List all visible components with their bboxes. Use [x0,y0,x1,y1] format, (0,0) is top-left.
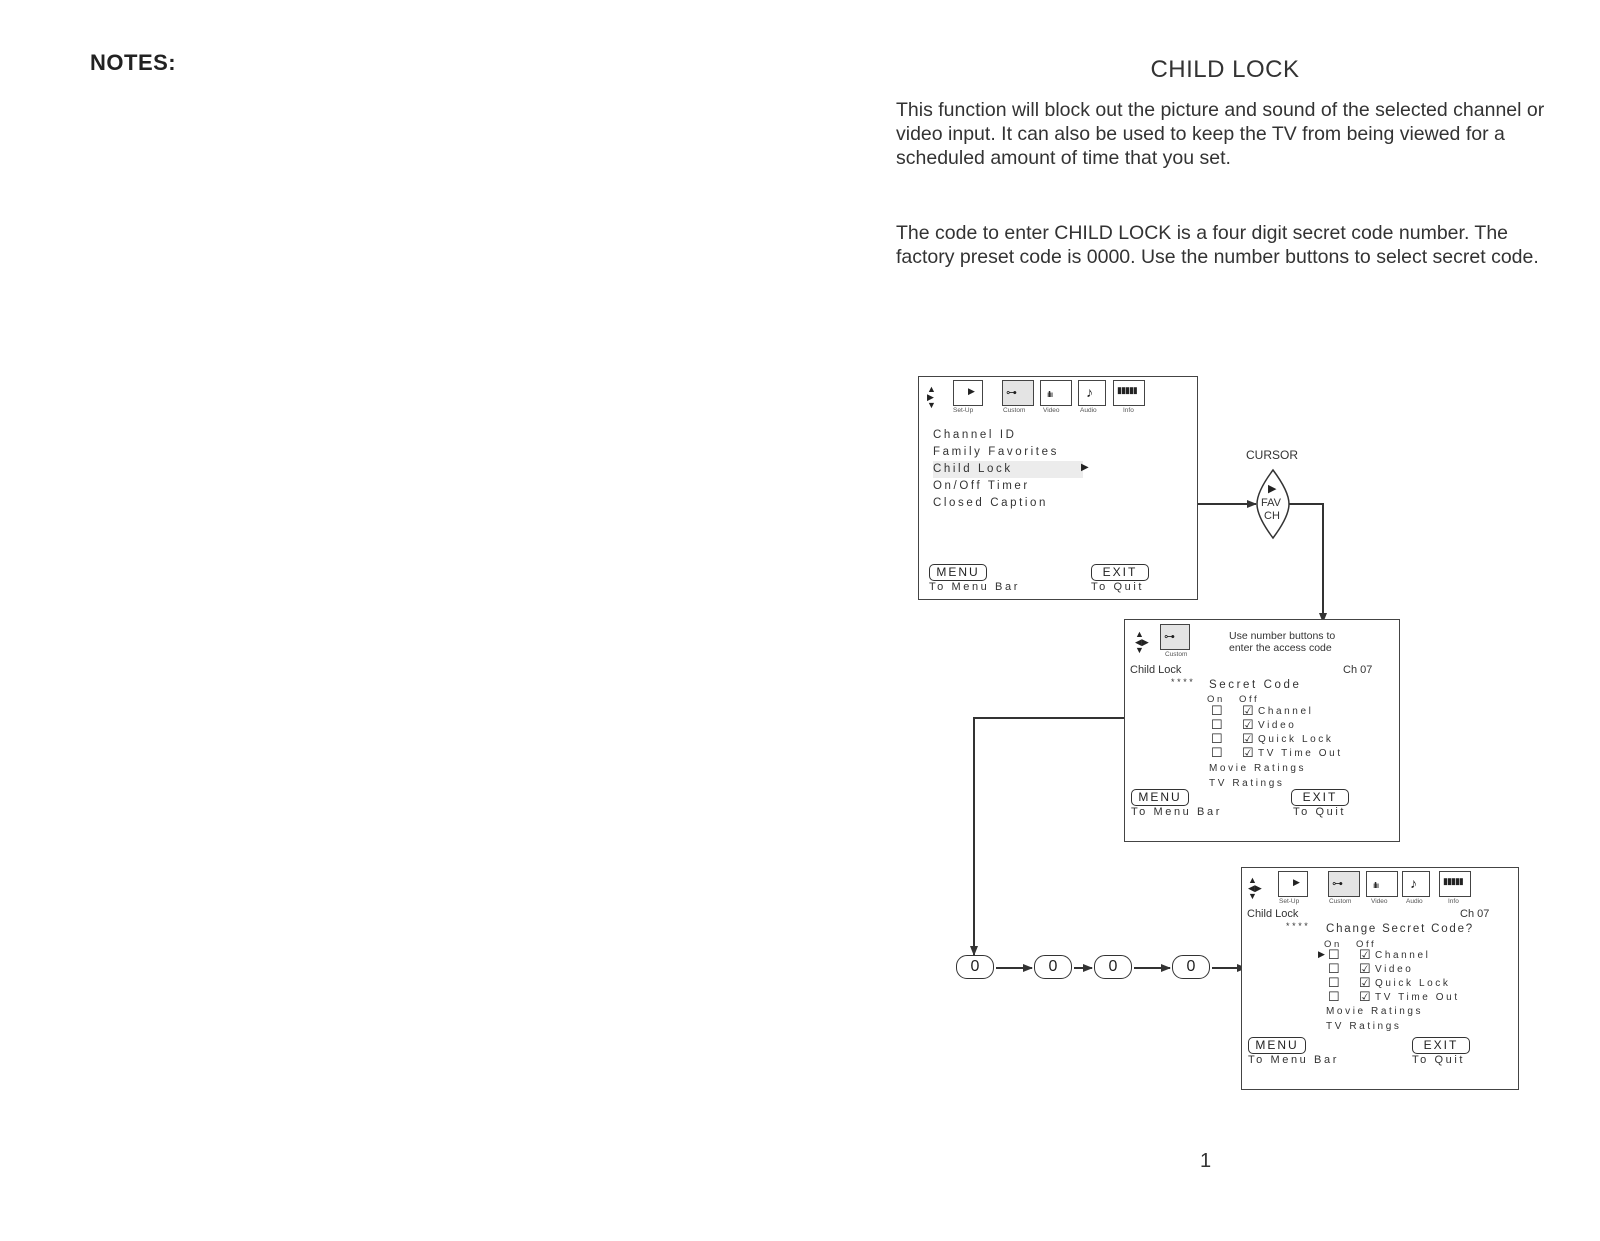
lock-row-video: Video [1375,964,1414,975]
off-checkbox-checked[interactable]: ☑ [1359,961,1371,976]
off-checkbox-checked[interactable]: ☑ [1359,947,1371,962]
exit-caption: To Quit [1293,806,1347,818]
on-checkbox[interactable]: ☐ [1211,745,1223,760]
exit-caption: To Quit [1412,1054,1466,1066]
on-checkbox[interactable]: ☐ [1211,703,1223,718]
lock-row-channel: Channel [1258,706,1314,717]
menu-item-family-favorites[interactable]: Family Favorites [933,446,1059,458]
cursor-fav-label: FAV [1261,497,1281,509]
secret-code-label[interactable]: Secret Code [1209,679,1302,691]
info-tab-icon[interactable]: ▮▮▮▮▮ [1439,871,1471,897]
menu-item-child-lock[interactable]: Child Lock [933,463,1013,475]
menu-caption: To Menu Bar [1131,806,1222,818]
custom-tab-icon[interactable]: ⊶ [1002,380,1034,406]
movie-ratings-item[interactable]: Movie Ratings [1209,763,1307,774]
tab-label-info: Info [1123,407,1134,414]
navigation-arrows-icon: ▲ ◀▶ ▼ [1248,875,1262,901]
cursor-label: CURSOR [1246,448,1299,462]
off-checkbox-checked[interactable]: ☑ [1242,731,1254,746]
tab-label-audio: Audio [1080,407,1097,414]
channel-indicator: Ch 07 [1343,664,1373,676]
exit-button[interactable]: EXIT [1291,789,1349,806]
menu-item-channel-id[interactable]: Channel ID [933,429,1017,441]
custom-tab-icon[interactable]: ⊶ [1160,624,1190,650]
lock-row-quick-lock: Quick Lock [1258,734,1334,745]
on-checkbox[interactable]: ☐ [1211,731,1223,746]
tab-label-custom: Custom [1165,651,1188,658]
selection-pointer-icon: ▶ [1081,462,1089,473]
menu-button[interactable]: MENU [1131,789,1189,806]
page-title: CHILD LOCK [1150,56,1300,83]
number-key-0[interactable]: 0 [1034,955,1072,979]
menu-caption: To Menu Bar [1248,1054,1339,1066]
off-column-label: Off [1356,939,1377,950]
setup-tab-icon[interactable]: ▶ [1278,871,1308,897]
cursor-ch-label: CH [1264,510,1280,522]
notes-label: NOTES: [90,50,177,75]
tab-label-video: Video [1371,898,1388,905]
screen-secret-code [1124,619,1400,842]
row-pointer-icon: ▶ [1318,949,1325,959]
on-checkbox[interactable]: ☐ [1328,975,1340,990]
on-checkbox[interactable]: ☐ [1328,947,1340,962]
menu-caption: To Menu Bar [929,581,1020,593]
off-checkbox-checked[interactable]: ☑ [1242,717,1254,732]
exit-button[interactable]: EXIT [1091,564,1149,581]
on-column-label: On [1324,939,1342,950]
tab-label-info: Info [1448,898,1459,905]
change-secret-code-label[interactable]: Change Secret Code? [1326,923,1474,935]
cursor-right-icon: ▶ [1268,483,1277,495]
exit-button[interactable]: EXIT [1412,1037,1470,1054]
tab-label-custom: Custom [1003,407,1026,414]
tab-label-custom: Custom [1329,898,1352,905]
channel-indicator: Ch 07 [1460,908,1490,920]
menu-button[interactable]: MENU [929,564,987,581]
page-number: 1 [1200,1150,1212,1172]
off-checkbox-checked[interactable]: ☑ [1242,745,1254,760]
hint-line-2: enter the access code [1229,642,1332,654]
lock-row-video: Video [1258,720,1297,731]
screen-heading: Child Lock [1130,664,1182,676]
tv-ratings-item[interactable]: TV Ratings [1209,778,1285,789]
tab-label-setup: Set-Up [1279,898,1300,905]
menu-button[interactable]: MENU [1248,1037,1306,1054]
hint-line-1: Use number buttons to [1229,630,1336,642]
menu-item-on-off-timer[interactable]: On/Off Timer [933,480,1030,492]
intro-paragraph: This function will block out the picture and sound of the selected channel or video input. It can also be used to keep the TV from being viewed for a scheduled amount of time that you set. [896,99,1545,169]
video-tab-icon[interactable]: ıllıı [1040,380,1072,406]
navigation-arrows-icon: ▲ ◀▶ ▼ [1135,629,1149,655]
screen-heading: Child Lock [1247,908,1299,920]
on-column-label: On [1207,694,1225,705]
code-mask: **** [1171,677,1196,687]
movie-ratings-item[interactable]: Movie Ratings [1326,1006,1424,1017]
info-tab-icon[interactable]: ▮▮▮▮▮ [1113,380,1145,406]
screen-child-lock-menu [918,376,1198,600]
tab-label-video: Video [1043,407,1060,414]
screen-change-secret-code [1241,867,1519,1090]
arrow-screen2-to-keys [974,718,1133,955]
lock-row-quick-lock: Quick Lock [1375,978,1451,989]
number-key-0[interactable]: 0 [1172,955,1210,979]
exit-caption: To Quit [1091,581,1145,593]
arrow-cursor-to-screen2 [1289,504,1323,622]
off-checkbox-checked[interactable]: ☑ [1359,989,1371,1004]
audio-tab-icon[interactable]: ♪ [1402,871,1430,897]
number-key-0[interactable]: 0 [956,955,994,979]
code-paragraph: The code to enter CHILD LOCK is a four digit secret code number. The factory preset code is 0000. Use the number buttons to select secret code. [896,222,1539,268]
lock-row-tv-time-out: TV Time Out [1258,748,1343,759]
on-checkbox[interactable]: ☐ [1328,989,1340,1004]
custom-tab-icon[interactable]: ⊶ [1328,871,1360,897]
off-column-label: Off [1239,694,1260,705]
lock-row-tv-time-out: TV Time Out [1375,992,1460,1003]
navigation-arrows-icon: ▲ ▶ ▼ [927,384,936,410]
tv-ratings-item[interactable]: TV Ratings [1326,1021,1402,1032]
code-mask: **** [1286,921,1311,931]
video-tab-icon[interactable]: ıllıı [1366,871,1398,897]
off-checkbox-checked[interactable]: ☑ [1359,975,1371,990]
on-checkbox[interactable]: ☐ [1328,961,1340,976]
lock-row-channel: Channel [1375,950,1431,961]
audio-tab-icon[interactable]: ♪ [1078,380,1106,406]
on-checkbox[interactable]: ☐ [1211,717,1223,732]
tab-label-audio: Audio [1406,898,1423,905]
menu-item-closed-caption[interactable]: Closed Caption [933,497,1049,509]
number-key-0[interactable]: 0 [1094,955,1132,979]
off-checkbox-checked[interactable]: ☑ [1242,703,1254,718]
tab-label-setup: Set-Up [953,407,974,414]
setup-tab-icon[interactable]: ▶ [953,380,983,406]
